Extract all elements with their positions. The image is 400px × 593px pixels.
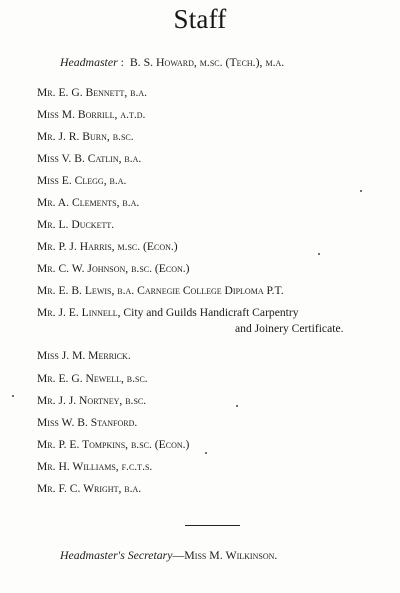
headmaster-qualifications: m.sc. (Tech.), m.a. [199,55,285,69]
staff-qualifications: b.a. [124,152,142,166]
secretary-name: Miss M. Wilkinson. [184,548,278,562]
headmaster-separator: : [117,55,130,69]
page-title: Staff [173,4,227,34]
print-speck [12,395,14,397]
staff-name: Miss E. Clegg [37,174,104,188]
print-speck [205,452,207,454]
headmaster-name: B. S. Howard [129,55,194,69]
staff-qualifications: b.a. [130,86,148,99]
staff-qualifications: m.sc. (Econ.) [117,240,178,254]
staff-qualifications: b.sc. [125,393,147,407]
staff-qualifications: f.c.t.s. [121,459,153,473]
headmaster-role-label: Headmaster [60,55,118,69]
secretary-line [60,548,277,563]
staff-item: Mr. P. J. Harris, m.sc. (Econ.) [37,240,178,254]
staff-name: Mr. J. E. Linnell [37,306,118,320]
staff-qualifications: b.sc. [112,130,134,144]
staff-item: Miss M. Borrill, a.t.d. [37,108,146,122]
staff-item: Mr. J. R. Burn, b.sc. [37,130,134,144]
staff-qualifications: City and Guilds Handicraft Carpentry [123,306,299,320]
staff-name: Miss V. B. Catlin [37,152,119,166]
staff-name: Mr. A. Clements [37,196,117,210]
staff-item: Miss J. M. Merrick. [37,349,131,363]
staff-name: Mr. J. R. Burn [37,130,107,144]
staff-qualifications: b.sc. [126,371,148,385]
staff-name: Miss W. B. Stanford [37,415,135,429]
staff-qualifications: b.a. Carnegie College Diploma P.T. [117,284,284,298]
divider-rule [185,525,240,526]
staff-item: Mr. C. W. Johnson, b.sc. (Econ.) [37,262,190,276]
staff-name: Mr. H. Williams [37,459,116,473]
staff-qualifications: b.a. [109,174,127,188]
print-speck [318,253,320,255]
staff-name: Mr. J. J. Nortney [37,393,120,407]
print-speck [236,405,238,407]
staff-name: Mr. P. E. Tompkins [37,437,126,451]
staff-item: Mr. L. Duckett. [37,218,115,232]
staff-name: Mr. C. W. Johnson [37,262,126,276]
staff-qualifications-continued: and Joinery Certificate. [235,322,344,336]
staff-item: Mr. P. E. Tompkins, b.sc. (Econ.) [37,437,190,451]
staff-qualifications: a.t.d. [120,108,146,122]
secretary-role-label: Headmaster's Secretary [60,548,173,562]
staff-item: Mr. E. G. Bennett, b.a. [37,86,148,99]
staff-item: Miss V. B. Catlin, b.a. [37,152,142,166]
staff-item: Mr. H. Williams, f.c.t.s. [37,459,153,473]
headmaster-comma: , [193,55,200,69]
staff-item: Mr. E. G. Newell, b.sc. [37,371,148,385]
staff-item: Mr. J. E. Linnell, City and Guilds Handicraft Carpentry and Joinery Certificate. [37,305,397,348]
staff-item: Miss W. B. Stanford. [37,415,138,429]
staff-name: Mr. F. C. Wright [37,481,119,495]
staff-qualifications: b.sc. (Econ.) [131,262,190,276]
staff-qualifications: b.a. [122,196,140,210]
staff-item: Mr. J. J. Nortney, b.sc. [37,393,147,407]
secretary-dash: — [172,548,185,562]
staff-list [37,85,397,503]
staff-item: Mr. F. C. Wright, b.a. [37,481,142,495]
staff-name: Mr. E. G. Newell [37,371,121,385]
staff-name: Mr. P. J. Harris [37,240,112,254]
staff-name: Miss J. M. Merrick [37,349,128,363]
staff-name: Mr. E. G. Bennett [37,86,125,99]
staff-qualifications: b.a. [124,481,142,495]
staff-qualifications: b.sc. (Econ.) [130,437,190,451]
staff-item: Mr. E. B. Lewis, b.a. Carnegie College Diploma P.T. [37,284,284,298]
staff-item: Mr. A. Clements, b.a. [37,196,140,210]
staff-item: Miss E. Clegg, b.a. [37,174,127,188]
print-speck [360,190,362,192]
headmaster-line [60,55,284,70]
staff-name: Mr. E. B. Lewis [37,284,112,298]
staff-name: Miss M. Borrill [37,108,115,122]
staff-name: Mr. L. Duckett [37,218,112,232]
